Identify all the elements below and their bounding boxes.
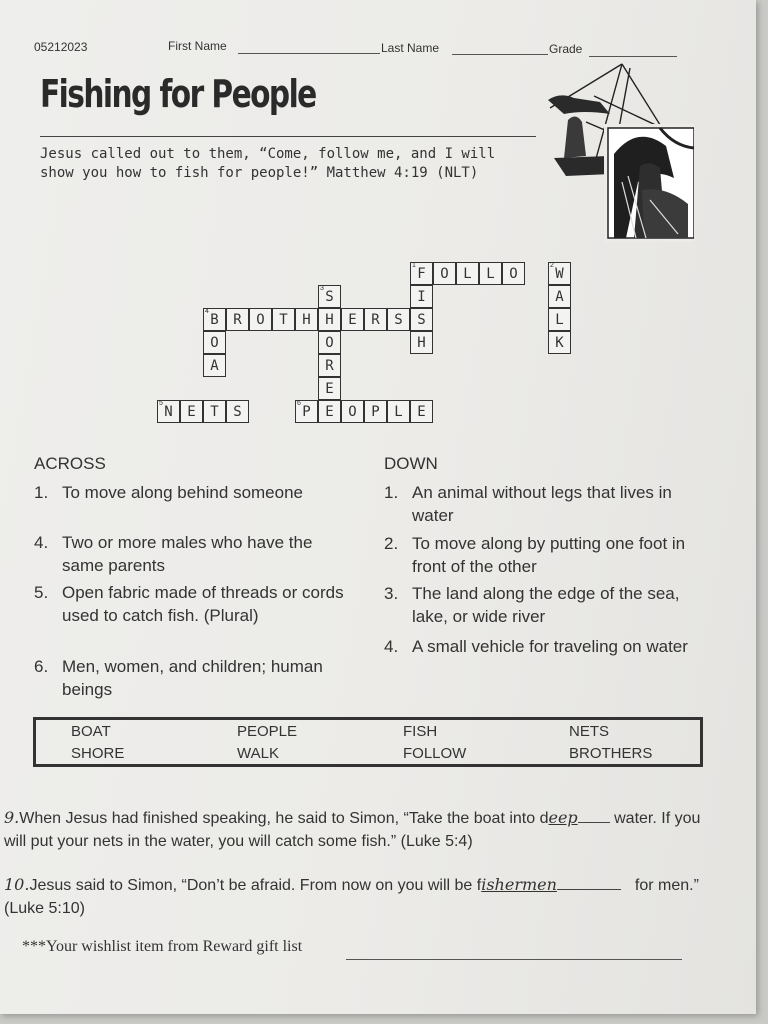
grade-field[interactable] — [589, 56, 677, 57]
across-clue: 5. Open fabric made of threads or cords used to catch fish. (Plural) — [34, 583, 344, 625]
last-name-label: Last Name — [381, 41, 440, 55]
fishermen-illustration — [544, 62, 694, 242]
crossword-cell[interactable]: I — [410, 285, 433, 308]
answer-field[interactable]: eep — [548, 808, 578, 827]
worksheet-title: Fishing for People — [40, 72, 316, 116]
crossword-cell[interactable]: H — [295, 308, 318, 331]
crossword-cell[interactable]: R — [226, 308, 249, 331]
crossword-cell[interactable]: E — [341, 308, 364, 331]
crossword-cell[interactable]: O — [203, 331, 226, 354]
crossword-cell[interactable]: 6 P — [295, 400, 318, 423]
down-clue: 1. An animal without legs that lives in water — [384, 483, 672, 525]
title-divider — [40, 136, 536, 137]
verse-text: Jesus called out to them, “Come, follow me, and I will show you how to fish for people!” Matthew 4:19 (NLT) — [40, 146, 496, 181]
crossword-cell[interactable]: 3 S — [318, 285, 341, 308]
across-heading: ACROSS — [34, 454, 106, 473]
crossword-cell[interactable]: R — [318, 354, 341, 377]
crossword-cell[interactable]: E — [410, 400, 433, 423]
word-bank-item: FISH — [403, 723, 438, 740]
crossword-cell[interactable]: O — [341, 400, 364, 423]
crossword-cell[interactable]: T — [272, 308, 295, 331]
across-clue: 1. To move along behind someone — [34, 483, 303, 502]
crossword-cell[interactable]: A — [548, 285, 571, 308]
crossword-cell[interactable]: P — [364, 400, 387, 423]
wishlist-field[interactable] — [346, 959, 682, 960]
crossword-cell[interactable]: L — [548, 308, 571, 331]
crossword-cell[interactable]: O — [318, 331, 341, 354]
first-name-field[interactable] — [238, 53, 380, 54]
word-bank-item: WALK — [237, 745, 279, 762]
crossword-cell[interactable]: R — [364, 308, 387, 331]
across-clue: 4. Two or more males who have the same parents — [34, 533, 313, 575]
crossword-cell[interactable]: E — [318, 377, 341, 400]
word-bank-item: BOAT — [71, 723, 111, 740]
crossword-cell[interactable]: T — [203, 400, 226, 423]
crossword-cell[interactable]: E — [318, 400, 341, 423]
crossword-cell[interactable]: L — [387, 400, 410, 423]
crossword-cell[interactable]: S — [387, 308, 410, 331]
last-name-field[interactable] — [452, 54, 548, 55]
across-clue: 6. Men, women, and children; human beings — [34, 657, 323, 699]
crossword-cell[interactable]: 4 B — [203, 308, 226, 331]
crossword-cell[interactable]: L — [456, 262, 479, 285]
crossword-cell[interactable]: O — [433, 262, 456, 285]
answer-field[interactable]: ishermen — [481, 875, 557, 894]
crossword-cell[interactable]: K — [548, 331, 571, 354]
crossword-cell[interactable]: L — [479, 262, 502, 285]
crossword-cell[interactable]: S — [410, 308, 433, 331]
word-bank-item: SHORE — [71, 745, 125, 762]
down-heading: DOWN — [384, 454, 438, 473]
crossword-cell[interactable]: E — [180, 400, 203, 423]
crossword-cell[interactable]: S — [226, 400, 249, 423]
worksheet-code: 05212023 — [34, 40, 88, 54]
crossword-cell[interactable]: H — [318, 308, 341, 331]
word-bank-item: PEOPLE — [237, 723, 298, 740]
crossword-cell[interactable]: H — [410, 331, 433, 354]
word-bank-item: BROTHERS — [569, 745, 653, 762]
grade-label: Grade — [549, 42, 583, 56]
first-name-label: First Name — [168, 39, 227, 53]
question-9: 9.When Jesus had finished speaking, he said to Simon, “Take the boat into deep water. If you will put your nets in the water, you will catch some fish.” (Luke 5:4) — [4, 808, 701, 850]
wishlist-prompt: ***Your wishlist item from Reward gift list — [22, 938, 303, 955]
word-bank — [33, 717, 703, 767]
crossword-cell[interactable]: 1 F — [410, 262, 433, 285]
down-clue: 4. A small vehicle for traveling on water — [384, 637, 688, 656]
down-clue: 3. The land along the edge of the sea, lake, or wide river — [384, 584, 680, 626]
crossword-cell[interactable]: O — [502, 262, 525, 285]
crossword-cell[interactable]: A — [203, 354, 226, 377]
word-bank-item: FOLLOW — [403, 745, 467, 762]
crossword-cell[interactable]: 2 W — [548, 262, 571, 285]
crossword-cell[interactable]: O — [249, 308, 272, 331]
crossword-cell[interactable]: 5 N — [157, 400, 180, 423]
down-clue: 2. To move along by putting one foot in front of the other — [384, 534, 686, 576]
question-10: 10.Jesus said to Simon, “Don’t be afraid. From now on you will be fishermen for men.” (Luke 5:10) — [4, 875, 699, 917]
word-bank-item: NETS — [569, 723, 610, 740]
